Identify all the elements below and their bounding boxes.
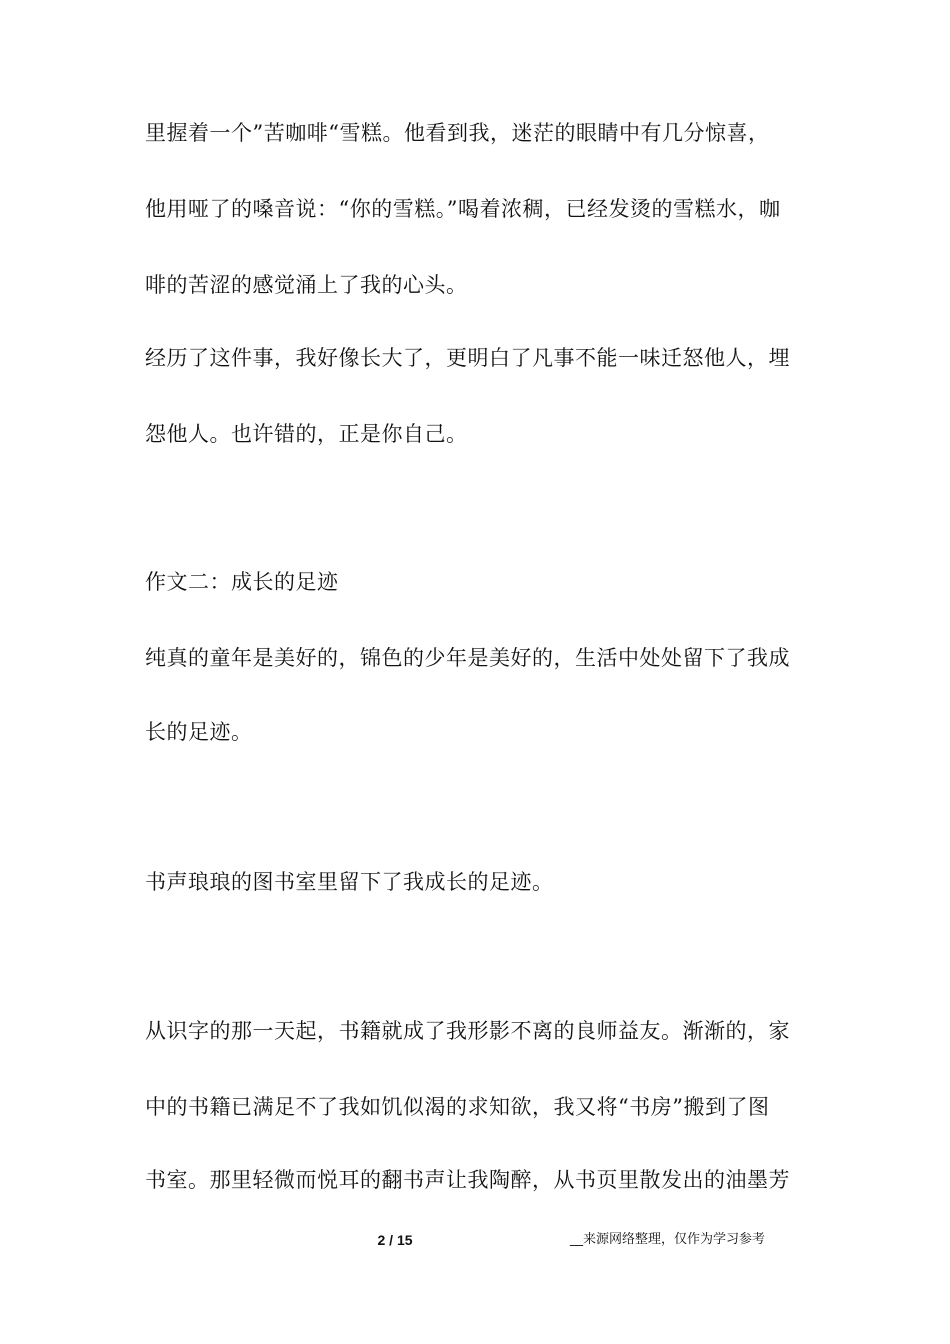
text-line: 啡的苦涩的感觉涌上了我的心头。: [145, 273, 468, 297]
text-line: 他用哑了的嗓音说：“你的雪糕。”喝着浓稠，已经发烫的雪糕水，咖: [145, 197, 781, 221]
text-line: 里握着一个”苦咖啡“雪糕。他看到我，迷茫的眼睛中有几分惊喜，: [145, 121, 770, 145]
text-line: 从识字的那一天起，书籍就成了我形影不离的良师益友。渐渐的，家: [145, 1019, 790, 1043]
text-line: 书声琅琅的图书室里留下了我成长的足迹。: [145, 870, 554, 894]
text-line: 纯真的童年是美好的，锦色的少年是美好的，生活中处处留下了我成: [145, 646, 790, 670]
text-line: 经历了这件事，我好像长大了，更明白了凡事不能一味迁怒他人，埋: [145, 346, 790, 370]
text-line: 长的足迹。: [145, 720, 253, 744]
text-line: 书室。那里轻微而悦耳的翻书声让我陶醉，从书页里散发出的油墨芳: [145, 1168, 790, 1192]
text-line: 怨他人。也许错的，正是你自己。: [145, 422, 468, 446]
source-note: __来源网络整理，仅作为学习参考: [570, 1232, 766, 1247]
text-line: 中的书籍已满足不了我如饥似渴的求知欲，我又将“书房”搬到了图: [145, 1095, 770, 1119]
page-number: 2 / 15: [377, 1232, 413, 1248]
section-heading: 作文二：成长的足迹: [145, 570, 339, 594]
